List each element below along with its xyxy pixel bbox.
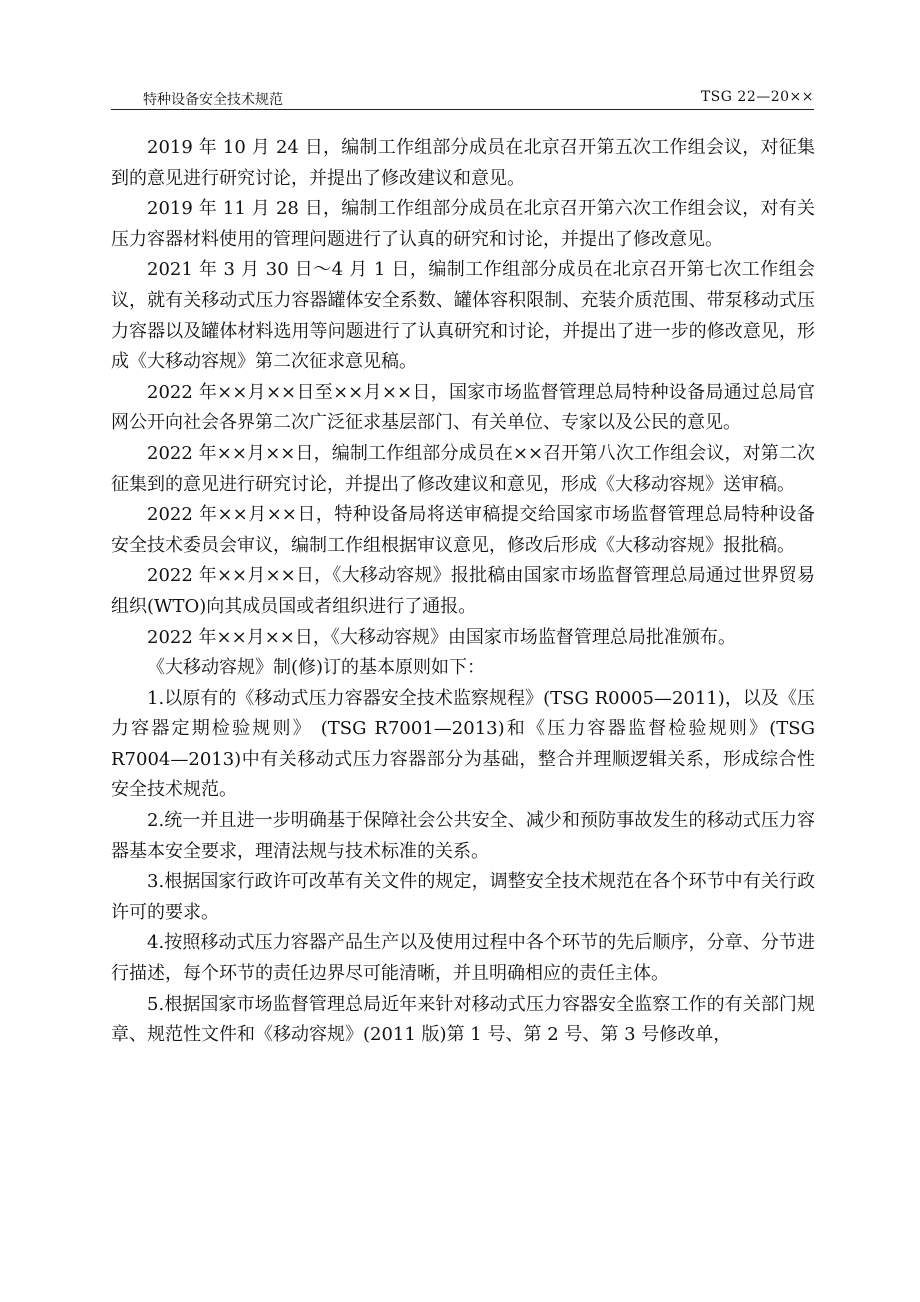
paragraph: 2022 年××月××日，《大移动容规》由国家市场监督管理总局批准颁布。 (147, 626, 736, 648)
paragraph: 2021 年 3 月 30 日～4 月 1 日，编制工作组部分成员在北京召开第七次工作组会议，就有关移动式压力容器罐体安全系数、罐体容积限制、充装介质范围、带泵移动式压力容器以及罐体材料选用等问题进行了认真研究和讨论，并提出了进一步的修改意见，形成《大移动容规》第二次征求意见稿。 (111, 259, 815, 373)
paragraph: 2022 年××月××日至××月××日，国家市场监督管理总局特种设备局通过总局官网公开向社会各界第二次广泛征求基层部门、有关单位、专家以及公民的意见。 (111, 381, 815, 434)
document-body (111, 133, 815, 1051)
principle-item: 1.以原有的《移动式压力容器安全技术监察规程》(TSG R0005—2011)，以及《压力容器定期检验规则》 (TSG R7001—2013)和《压力容器监督检验规则》(TSG R7004—2013)中有关移动式压力容器部分为基础，整合并理顺逻辑关系，形成综合性安全技术规范。 (111, 687, 815, 801)
principle-item: 5.根据国家市场监督管理总局近年来针对移动式压力容器安全监察工作的有关部门规章、规范性文件和《移动容规》(2011 版)第 1 号、第 2 号、第 3 号修改单， (111, 993, 815, 1046)
principle-item: 4.按照移动式压力容器产品生产以及使用过程中各个环节的先后顺序，分章、分节进行描述，每个环节的责任边界尽可能清晰，并且明确相应的责任主体。 (111, 932, 815, 985)
paragraph: 2022 年××月××日，特种设备局将送审稿提交给国家市场监督管理总局特种设备安全技术委员会审议，编制工作组根据审议意见，修改后形成《大移动容规》报批稿。 (111, 504, 815, 556)
paragraph: 2019 年 11 月 28 日，编制工作组部分成员在北京召开第六次工作组会议，对有关压力容器材料使用的管理问题进行了认真的研究和讨论，并提出了修改意见。 (111, 198, 815, 250)
page-header (111, 84, 814, 110)
header-standard-code: TSG 22—20×× (700, 89, 814, 105)
principle-item: 2.统一并且进一步明确基于保障社会公共安全、减少和预防事故发生的移动式压力容器基本安全要求，理清法规与技术标准的关系。 (111, 810, 815, 862)
principle-item: 3.根据国家行政许可改革有关文件的规定，调整安全技术规范在各个环节中有关行政许可的要求。 (111, 871, 815, 923)
paragraph: 2022 年××月××日，编制工作组部分成员在××召开第八次工作组会议，对第二次征集到的意见进行研究讨论，并提出了修改建议和意见，形成《大移动容规》送审稿。 (111, 442, 815, 495)
paragraph: 《大移动容规》制(修)订的基本原则如下： (147, 657, 486, 679)
header-divider (111, 109, 814, 110)
paragraph: 2022 年××月××日，《大移动容规》报批稿由国家市场监督管理总局通过世界贸易组织(WTO)向其成员国或者组织进行了通报。 (111, 565, 815, 617)
header-title: 特种设备安全技术规范 (143, 92, 283, 108)
paragraph: 2019 年 10 月 24 日，编制工作组部分成员在北京召开第五次工作组会议，对征集到的意见进行研究讨论，并提出了修改建议和意见。 (111, 137, 815, 189)
